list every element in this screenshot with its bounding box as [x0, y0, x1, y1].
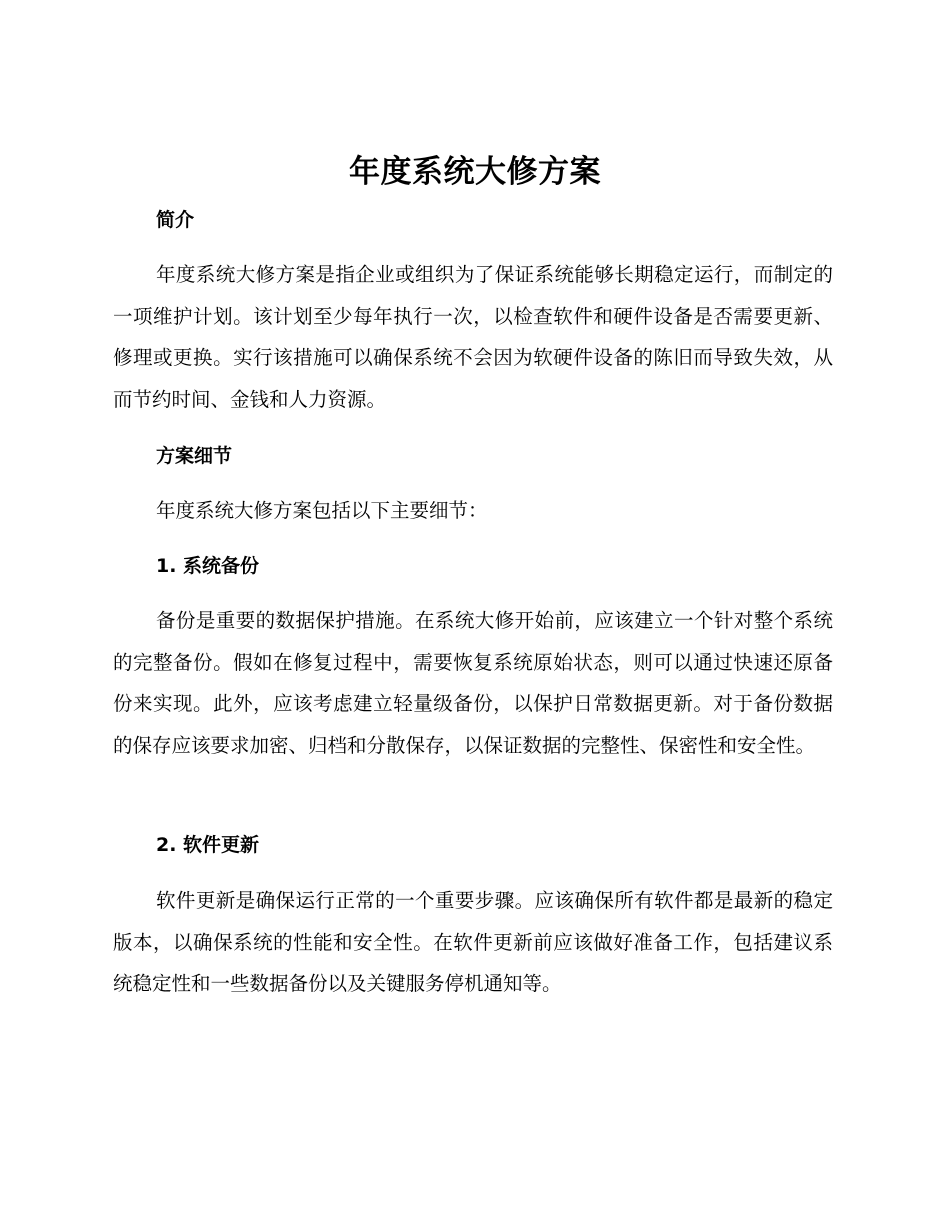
section-paragraph-intro: 年度系统大修方案是指企业或组织为了保证系统能够长期稳定运行，而制定的一项维护计划。该计划至少每年执行一次，以检查软件和硬件设备是否需要更新、修理或更换。实行该措施可以确保系统不会因为软硬件设备的陈旧而导致失效，从而节约时间、金钱和人力资源。 — [113, 263, 833, 411]
section-heading-intro: 简介 — [156, 209, 195, 231]
section-heading-details: 方案细节 — [156, 445, 233, 467]
section-paragraph-software-update: 软件更新是确保运行正常的一个重要步骤。应该确保所有软件都是最新的稳定版本，以确保系统的性能和安全性。在软件更新前应该做好准备工作，包括建议系统稳定性和一些数据备份以及关键服务停机通知等。 — [113, 889, 833, 995]
section-paragraph-backup: 备份是重要的数据保护措施。在系统大修开始前，应该建立一个针对整个系统的完整备份。假如在修复过程中，需要恢复系统原始状态，则可以通过快速还原备份来实现。此外，应该考虑建立轻量级备份，以保护日常数据更新。对于备份数据的保存应该要求加密、归档和分散保存，以保证数据的完整性、保密性和安全性。 — [113, 609, 833, 757]
section-heading-backup: 1. 系统备份 — [156, 555, 260, 577]
section-paragraph-details: 年度系统大修方案包括以下主要细节： — [156, 499, 488, 522]
section-heading-software-update: 2. 软件更新 — [156, 834, 260, 856]
document-title: 年度系统大修方案 — [349, 154, 601, 190]
